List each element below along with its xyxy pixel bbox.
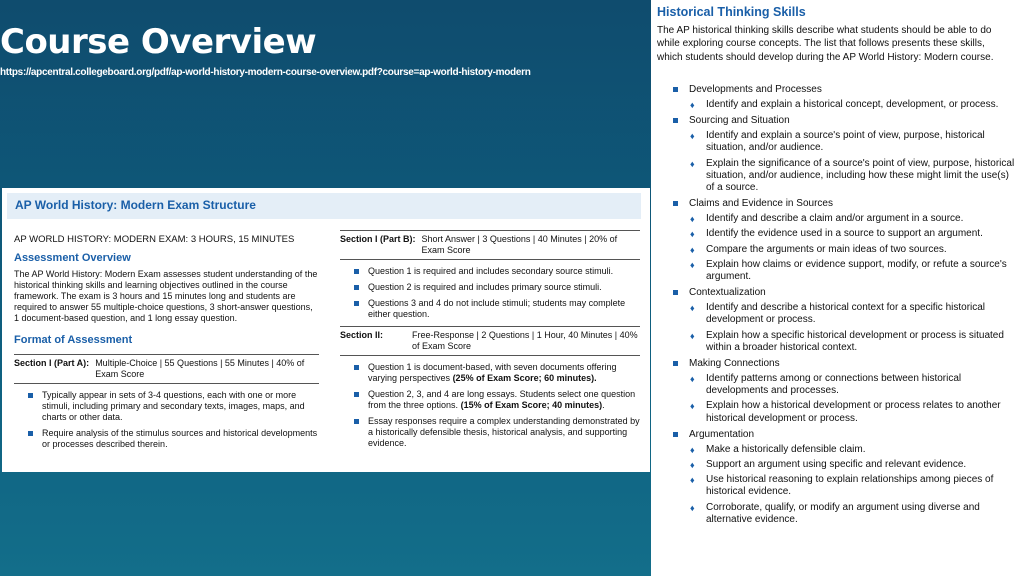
diamond-bullet-icon: ♦	[690, 374, 695, 385]
slide-title: Course Overview	[0, 22, 317, 62]
skill-item: ♦ Explain the significance of a source's point of view, purpose, historical situation, and/or audience, including how these might limit the use(s) of a source.	[690, 157, 1015, 194]
skill-category: Sourcing and Situation	[673, 114, 1018, 127]
section-two-bullets	[340, 362, 640, 449]
section-part-b-value: Short Answer | 3 Questions | 40 Minutes | 20% of Exam Score	[421, 234, 618, 255]
skill-item: ♦ Identify and describe a claim and/or argument in a source.	[690, 213, 964, 225]
diamond-bullet-icon: ♦	[690, 259, 695, 270]
section-part-a-value: Multiple-Choice | 55 Questions | 55 Minutes | 40% of Exam Score	[95, 358, 305, 379]
exam-left-column	[14, 234, 319, 455]
skill-item: ♦ Identify and describe a historical context for a specific historical development or process.	[690, 302, 986, 326]
section-two-label: Section II:	[340, 330, 384, 340]
skill-item: ♦ Identify patterns among or connections between historical developments and processes.	[690, 373, 962, 397]
section-part-b-label: Section I (Part B):	[340, 234, 416, 244]
source-url[interactable]: https://apcentral.collegeboard.org/pdf/ap-world-history-modern-course-overview.pdf?course=ap-world-history-modern	[0, 67, 531, 78]
skill-item: ♦ Compare the arguments or main ideas of two sources.	[690, 243, 947, 255]
diamond-bullet-icon: ♦	[690, 244, 695, 255]
exam-structure-document	[2, 188, 650, 472]
exam-structure-header	[7, 193, 641, 219]
diamond-bullet-icon: ♦	[690, 330, 695, 341]
part-a-bullets	[14, 390, 319, 450]
thinking-skills-document	[651, 0, 1024, 576]
format-heading: Format of Assessment	[14, 334, 133, 346]
square-bullet-icon	[354, 301, 359, 306]
square-bullet-icon	[673, 432, 678, 437]
skill-category: Developments and Processes	[673, 83, 1018, 96]
section-part-a-row	[14, 354, 319, 384]
square-bullet-icon	[354, 269, 359, 274]
diamond-bullet-icon: ♦	[690, 460, 695, 471]
skill-category: Contextualization	[673, 286, 1018, 299]
diamond-bullet-icon: ♦	[690, 214, 695, 225]
skills-title: Historical Thinking Skills	[657, 5, 806, 19]
skill-item: ♦ Corroborate, qualify, or modify an argument using diverse and alternative evidence.	[690, 501, 980, 525]
diamond-bullet-icon: ♦	[690, 475, 695, 486]
diamond-bullet-icon: ♦	[690, 158, 695, 169]
square-bullet-icon	[354, 419, 359, 424]
diamond-bullet-icon: ♦	[690, 502, 695, 513]
square-bullet-icon	[673, 361, 678, 366]
skill-item: ♦ Explain how a specific historical development or process is situated within a broader historical context.	[690, 329, 1004, 353]
assessment-overview-heading: Assessment Overview	[14, 252, 131, 264]
skill-item: ♦ Identify the evidence used in a source to support an argument.	[690, 228, 983, 240]
list-item: Question 1 is required and includes secondary source stimuli.	[340, 266, 640, 277]
skills-intro: The AP historical thinking skills describe what students should be able to do while exploring course concepts. The list that follows presents these skills, which students should develop during the AP World History: Modern course.	[657, 25, 994, 63]
square-bullet-icon	[673, 118, 678, 123]
skill-item: ♦ Make a historically defensible claim.	[690, 443, 866, 455]
exam-right-column	[340, 230, 640, 454]
diamond-bullet-icon: ♦	[690, 131, 695, 142]
diamond-bullet-icon: ♦	[690, 229, 695, 240]
section-two-value: Free-Response | 2 Questions | 1 Hour, 40 Minutes | 40% of Exam Score	[412, 330, 638, 351]
skill-category: Making Connections	[673, 357, 1018, 370]
diamond-bullet-icon: ♦	[690, 444, 695, 455]
square-bullet-icon	[354, 392, 359, 397]
list-item: Require analysis of the stimulus sources and historical developments or processes described therein.	[14, 428, 319, 450]
diamond-bullet-icon: ♦	[690, 401, 695, 412]
square-bullet-icon	[673, 87, 678, 92]
skill-item: ♦ Identify and explain a source's point of view, purpose, historical situation, and/or audience.	[690, 130, 985, 154]
square-bullet-icon	[673, 201, 678, 206]
list-item: Question 1 is document-based, with seven documents offering varying perspectives (25% of Exam Score; 60 minutes).	[340, 362, 640, 384]
square-bullet-icon	[28, 393, 33, 398]
square-bullet-icon	[673, 290, 678, 295]
section-part-a-label: Section I (Part A):	[14, 358, 90, 368]
skill-item: ♦ Use historical reasoning to explain relationships among pieces of historical evidence.	[690, 474, 994, 498]
skill-category: Argumentation	[673, 428, 1018, 441]
skill-category: Claims and Evidence in Sources	[673, 197, 1018, 210]
list-item: Essay responses require a complex understanding demonstrated by a historically defensible thesis, historical analysis, and supporting evidence.	[340, 416, 640, 449]
list-item: Question 2, 3, and 4 are long essays. Students select one question from the three options. (15% of Exam Score; 40 minutes).	[340, 389, 640, 411]
exam-structure-title: AP World History: Modern Exam Structure	[15, 198, 256, 212]
section-part-b-row	[340, 230, 640, 260]
exam-duration: AP WORLD HISTORY: MODERN EXAM: 3 HOURS, 15 MINUTES	[14, 234, 295, 245]
list-item: Typically appear in sets of 3-4 questions, each with one or more stimuli, including primary and secondary texts, images, maps, and charts or other data.	[14, 390, 319, 423]
skill-item: ♦ Identify and explain a historical concept, development, or process.	[690, 99, 999, 110]
skills-list	[673, 83, 1018, 526]
diamond-bullet-icon: ♦	[690, 303, 695, 314]
list-item: Question 2 is required and includes primary source stimuli.	[340, 282, 640, 293]
square-bullet-icon	[354, 365, 359, 370]
skill-item: ♦ Explain how a historical development or process relates to another historical development or process.	[690, 400, 1001, 424]
part-b-bullets	[340, 266, 640, 320]
skill-item: ♦ Support an argument using specific and relevant evidence.	[690, 459, 967, 471]
skill-item: ♦ Explain how claims or evidence support, modify, or refute a source's argument.	[690, 258, 1007, 283]
section-two-row	[340, 326, 640, 356]
square-bullet-icon	[28, 431, 33, 436]
assessment-overview-text: The AP World History: Modern Exam assesses student understanding of the historical thinking skills and learning objectives outlined in the course framework. The exam is 3 hours and 15 minutes long and students are required to answer 55 multiple-choice questions, 3 short-answer questions, 1 document-based question, and 1 long essay question.	[14, 269, 318, 323]
list-item: Questions 3 and 4 do not include stimuli; students may complete either question.	[340, 298, 640, 320]
square-bullet-icon	[354, 285, 359, 290]
diamond-bullet-icon: ♦	[690, 100, 695, 110]
